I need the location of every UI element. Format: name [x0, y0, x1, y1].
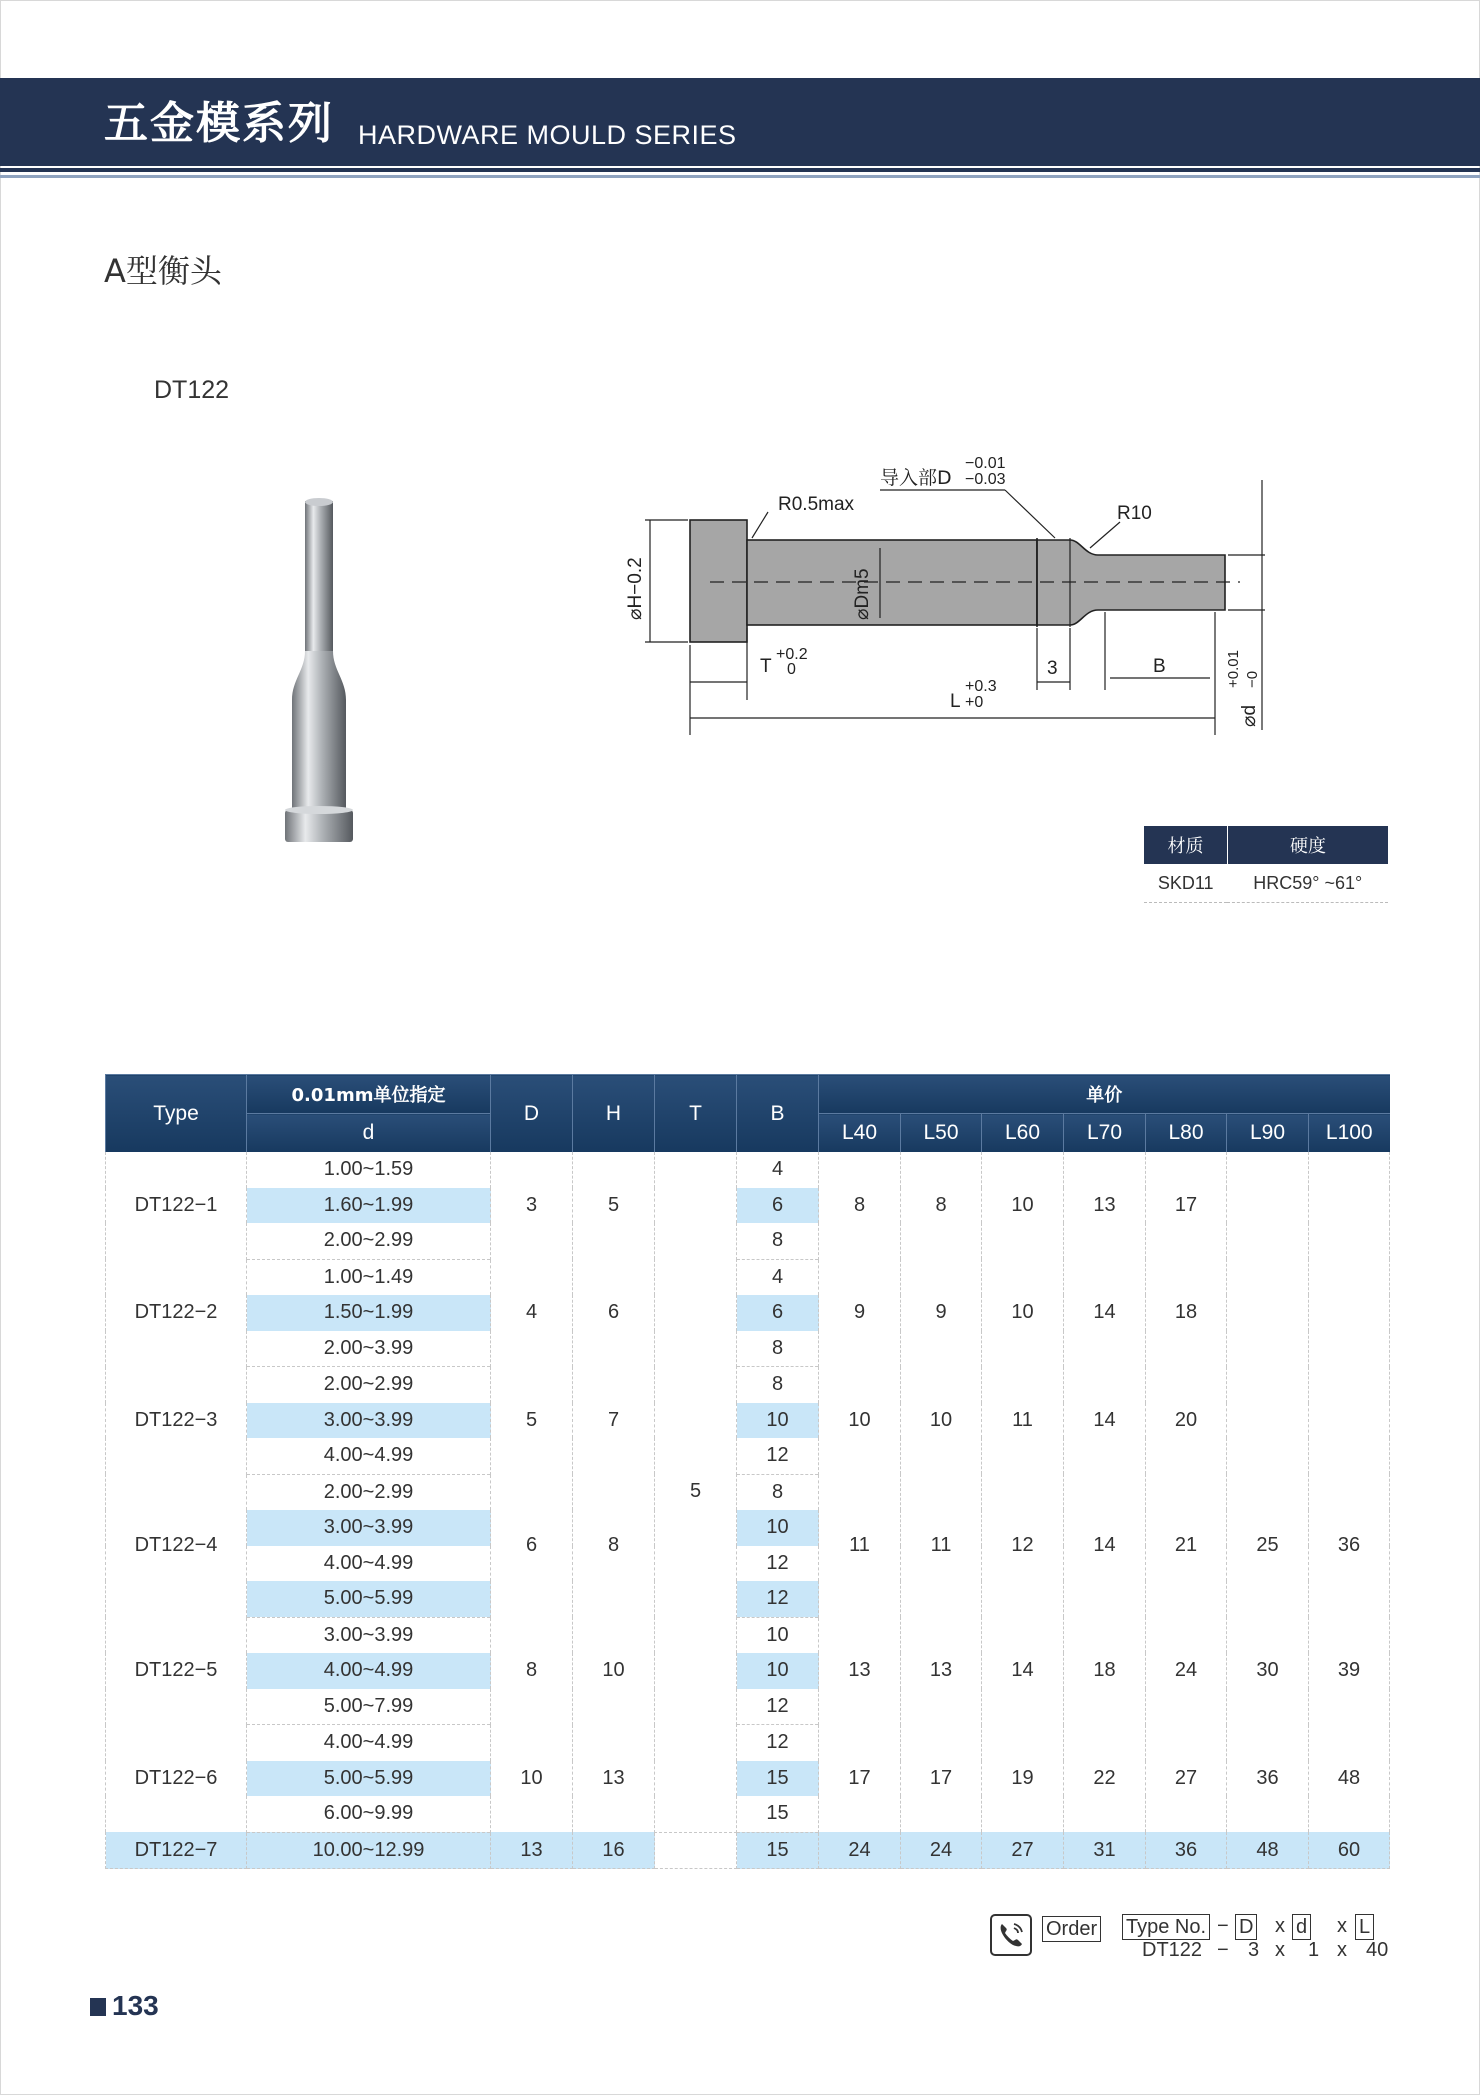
header-H: H	[573, 1075, 655, 1153]
label-guide-tol-bottom: −0.03	[965, 471, 1006, 488]
price-cell: 8	[819, 1152, 901, 1259]
D-cell: 6	[491, 1474, 573, 1617]
label-h: ⌀H−0.2	[625, 557, 646, 620]
label-l-tol-bottom: +0	[965, 694, 984, 711]
D-cell: 10	[491, 1725, 573, 1833]
d-range-cell: 1.50~1.99	[247, 1295, 491, 1331]
order-example-d: 1	[1308, 1939, 1320, 1961]
price-cell: 17	[901, 1725, 982, 1833]
header-D: D	[491, 1075, 573, 1153]
price-cell	[1309, 1367, 1390, 1475]
B-cell: 15	[737, 1796, 819, 1832]
d-range-cell: 2.00~3.99	[247, 1331, 491, 1367]
label-guide-tol-top: −0.01	[965, 455, 1006, 472]
B-cell: 8	[737, 1367, 819, 1403]
B-cell: 12	[737, 1581, 819, 1617]
header-title-en: HARDWARE MOULD SERIES	[358, 120, 737, 150]
price-cell: 30	[1227, 1617, 1309, 1725]
price-cell: 60	[1309, 1832, 1390, 1869]
header-type: Type	[106, 1075, 247, 1153]
price-cell: 11	[901, 1474, 982, 1617]
B-cell: 8	[737, 1331, 819, 1367]
label-dm5: ⌀Dm5	[852, 568, 873, 620]
price-cell: 10	[901, 1367, 982, 1475]
d-range-cell: 6.00~9.99	[247, 1796, 491, 1832]
label-three: 3	[1047, 658, 1058, 679]
price-cell: 24	[819, 1832, 901, 1869]
order-example-x-1: x	[1275, 1939, 1285, 1961]
d-range-cell: 4.00~4.99	[247, 1725, 491, 1761]
B-cell: 15	[737, 1832, 819, 1869]
B-cell: 12	[737, 1546, 819, 1582]
label-r05: R0.5max	[778, 494, 855, 515]
price-cell: 22	[1064, 1725, 1146, 1833]
price-cell	[1309, 1259, 1390, 1367]
header-title-cn: 五金模系列	[104, 98, 334, 149]
page-number-marker	[90, 1998, 106, 2016]
label-guide: 导入部D	[880, 467, 952, 489]
d-range-cell: 10.00~12.99	[247, 1832, 491, 1869]
price-cell: 36	[1146, 1832, 1227, 1869]
d-range-cell: 4.00~4.99	[247, 1653, 491, 1689]
H-cell: 5	[573, 1152, 655, 1259]
price-cell: 13	[819, 1617, 901, 1725]
B-cell: 10	[737, 1403, 819, 1439]
price-cell: 12	[982, 1474, 1064, 1617]
order-box-D: D	[1235, 1914, 1257, 1940]
table-row	[106, 1152, 1390, 1188]
price-cell: 48	[1309, 1725, 1390, 1833]
material-header: 材质	[1144, 826, 1227, 864]
price-cell: 18	[1146, 1259, 1227, 1367]
order-example-dash: −	[1217, 1939, 1229, 1961]
D-cell: 4	[491, 1259, 573, 1367]
hardness-header: 硬度	[1227, 826, 1388, 864]
spec-table-body	[106, 1152, 1390, 1869]
d-range-cell: 2.00~2.99	[247, 1474, 491, 1510]
price-cell	[1227, 1259, 1309, 1367]
label-l-tol-top: +0.3	[965, 678, 997, 695]
B-cell: 12	[737, 1725, 819, 1761]
header-price: 单价	[819, 1075, 1390, 1114]
price-cell: 31	[1064, 1832, 1146, 1869]
B-cell: 12	[737, 1689, 819, 1725]
price-cell: 48	[1227, 1832, 1309, 1869]
header-length: L70	[1064, 1114, 1146, 1153]
section-title: A型衡头	[104, 252, 222, 290]
page-number: 133	[112, 1990, 159, 2021]
price-cell: 9	[819, 1259, 901, 1367]
price-cell: 27	[1146, 1725, 1227, 1833]
order-box-L: L	[1355, 1914, 1374, 1940]
header-length: L100	[1309, 1114, 1390, 1153]
header-length: L80	[1146, 1114, 1227, 1153]
header-rule	[0, 168, 1480, 172]
d-range-cell: 1.00~1.49	[247, 1259, 491, 1295]
label-t-tol-top: +0.2	[776, 646, 808, 663]
table-row	[106, 1259, 1390, 1295]
d-range-cell: 5.00~5.99	[247, 1761, 491, 1797]
d-range-cell: 5.00~7.99	[247, 1689, 491, 1725]
d-range-cell: 3.00~3.99	[247, 1510, 491, 1546]
H-cell: 8	[573, 1474, 655, 1617]
order-example-L: 40	[1366, 1939, 1389, 1961]
price-cell: 14	[982, 1617, 1064, 1725]
d-range-cell: 1.60~1.99	[247, 1188, 491, 1224]
model-code: DT122	[154, 376, 230, 404]
table-row	[106, 1367, 1390, 1403]
B-cell: 4	[737, 1152, 819, 1188]
price-cell: 19	[982, 1725, 1064, 1833]
d-range-cell: 2.00~2.99	[247, 1367, 491, 1403]
price-cell: 21	[1146, 1474, 1227, 1617]
technical-drawing	[600, 440, 1280, 740]
order-x-2: x	[1337, 1915, 1347, 1937]
punch-photo	[270, 495, 370, 855]
price-cell: 24	[1146, 1617, 1227, 1725]
price-cell: 27	[982, 1832, 1064, 1869]
header-rule-light	[0, 175, 1480, 178]
header-length: L90	[1227, 1114, 1309, 1153]
label-b: B	[1153, 656, 1166, 677]
H-cell: 16	[573, 1832, 655, 1869]
price-cell: 10	[982, 1259, 1064, 1367]
price-cell: 10	[819, 1367, 901, 1475]
order-example-x-2: x	[1337, 1939, 1347, 1961]
B-cell: 15	[737, 1761, 819, 1797]
order-example-D: 3	[1248, 1939, 1260, 1961]
price-cell: 24	[901, 1832, 982, 1869]
price-cell: 13	[901, 1617, 982, 1725]
D-cell: 5	[491, 1367, 573, 1475]
type-cell: DT122−4	[106, 1474, 247, 1617]
phone-icon	[990, 1914, 1032, 1956]
order-box-d: d	[1292, 1914, 1311, 1940]
type-cell: DT122−7	[106, 1832, 247, 1869]
H-cell: 13	[573, 1725, 655, 1833]
material-table	[1144, 826, 1388, 903]
price-cell: 18	[1064, 1617, 1146, 1725]
spec-table	[105, 1074, 1390, 1869]
H-cell: 10	[573, 1617, 655, 1725]
price-cell	[1227, 1152, 1309, 1259]
header-B: B	[737, 1075, 819, 1153]
type-cell: DT122−5	[106, 1617, 247, 1725]
d-range-cell: 3.00~3.99	[247, 1617, 491, 1653]
price-cell: 11	[819, 1474, 901, 1617]
B-cell: 4	[737, 1259, 819, 1295]
label-d-tol-top: +0.01	[1225, 650, 1242, 688]
d-range-cell: 1.00~1.59	[247, 1152, 491, 1188]
type-cell: DT122−3	[106, 1367, 247, 1475]
label-d: ⌀d	[1239, 704, 1260, 727]
H-cell: 6	[573, 1259, 655, 1367]
d-range-cell: 4.00~4.99	[247, 1546, 491, 1582]
d-range-cell: 5.00~5.99	[247, 1581, 491, 1617]
B-cell: 12	[737, 1438, 819, 1474]
price-cell: 20	[1146, 1367, 1227, 1475]
d-range-cell: 3.00~3.99	[247, 1403, 491, 1439]
price-cell: 14	[1064, 1474, 1146, 1617]
type-cell: DT122−6	[106, 1725, 247, 1833]
price-cell: 11	[982, 1367, 1064, 1475]
price-cell: 8	[901, 1152, 982, 1259]
header-d-small: d	[247, 1114, 491, 1153]
price-cell: 25	[1227, 1474, 1309, 1617]
header-length: L60	[982, 1114, 1064, 1153]
D-cell: 8	[491, 1617, 573, 1725]
header-length: L40	[819, 1114, 901, 1153]
price-cell: 13	[1064, 1152, 1146, 1259]
label-l: L	[950, 691, 961, 712]
d-range-cell: 4.00~4.99	[247, 1438, 491, 1474]
price-cell: 17	[819, 1725, 901, 1833]
price-cell: 9	[901, 1259, 982, 1367]
B-cell: 6	[737, 1188, 819, 1224]
price-cell: 39	[1309, 1617, 1390, 1725]
label-d-tol-bottom: −0	[1244, 670, 1261, 688]
order-dash: −	[1217, 1915, 1229, 1937]
order-x-1: x	[1275, 1915, 1285, 1937]
material-value: SKD11	[1144, 864, 1227, 903]
header-length: L50	[901, 1114, 982, 1153]
B-cell: 8	[737, 1223, 819, 1259]
D-cell: 13	[491, 1832, 573, 1869]
label-r10: R10	[1117, 503, 1152, 524]
order-label: Order	[1042, 1916, 1101, 1942]
table-row	[106, 1832, 1390, 1869]
price-cell	[1309, 1152, 1390, 1259]
price-cell	[1227, 1367, 1309, 1475]
t-cell-empty	[655, 1832, 737, 1869]
order-notation	[990, 1906, 1390, 1962]
H-cell: 7	[573, 1367, 655, 1475]
hardness-value: HRC59° ~61°	[1227, 864, 1388, 903]
price-cell: 14	[1064, 1259, 1146, 1367]
order-type-no: Type No.	[1122, 1914, 1210, 1940]
order-example-type: DT122	[1142, 1939, 1203, 1961]
label-t-tol-bottom: 0	[787, 661, 796, 678]
header-T: T	[655, 1075, 737, 1153]
B-cell: 6	[737, 1295, 819, 1331]
d-range-cell: 2.00~2.99	[247, 1223, 491, 1259]
price-cell: 36	[1309, 1474, 1390, 1617]
table-row	[106, 1725, 1390, 1761]
t-cell: 5	[655, 1152, 737, 1832]
B-cell: 10	[737, 1617, 819, 1653]
label-t: T	[760, 656, 772, 677]
B-cell: 10	[737, 1510, 819, 1546]
type-cell: DT122−2	[106, 1259, 247, 1367]
table-row	[106, 1474, 1390, 1510]
header-unit: 0.01mm单位指定	[247, 1075, 491, 1114]
price-cell: 17	[1146, 1152, 1227, 1259]
B-cell: 8	[737, 1474, 819, 1510]
price-cell: 14	[1064, 1367, 1146, 1475]
B-cell: 10	[737, 1653, 819, 1689]
price-cell: 10	[982, 1152, 1064, 1259]
type-cell: DT122−1	[106, 1152, 247, 1259]
price-cell: 36	[1227, 1725, 1309, 1833]
D-cell: 3	[491, 1152, 573, 1259]
table-row	[106, 1617, 1390, 1653]
